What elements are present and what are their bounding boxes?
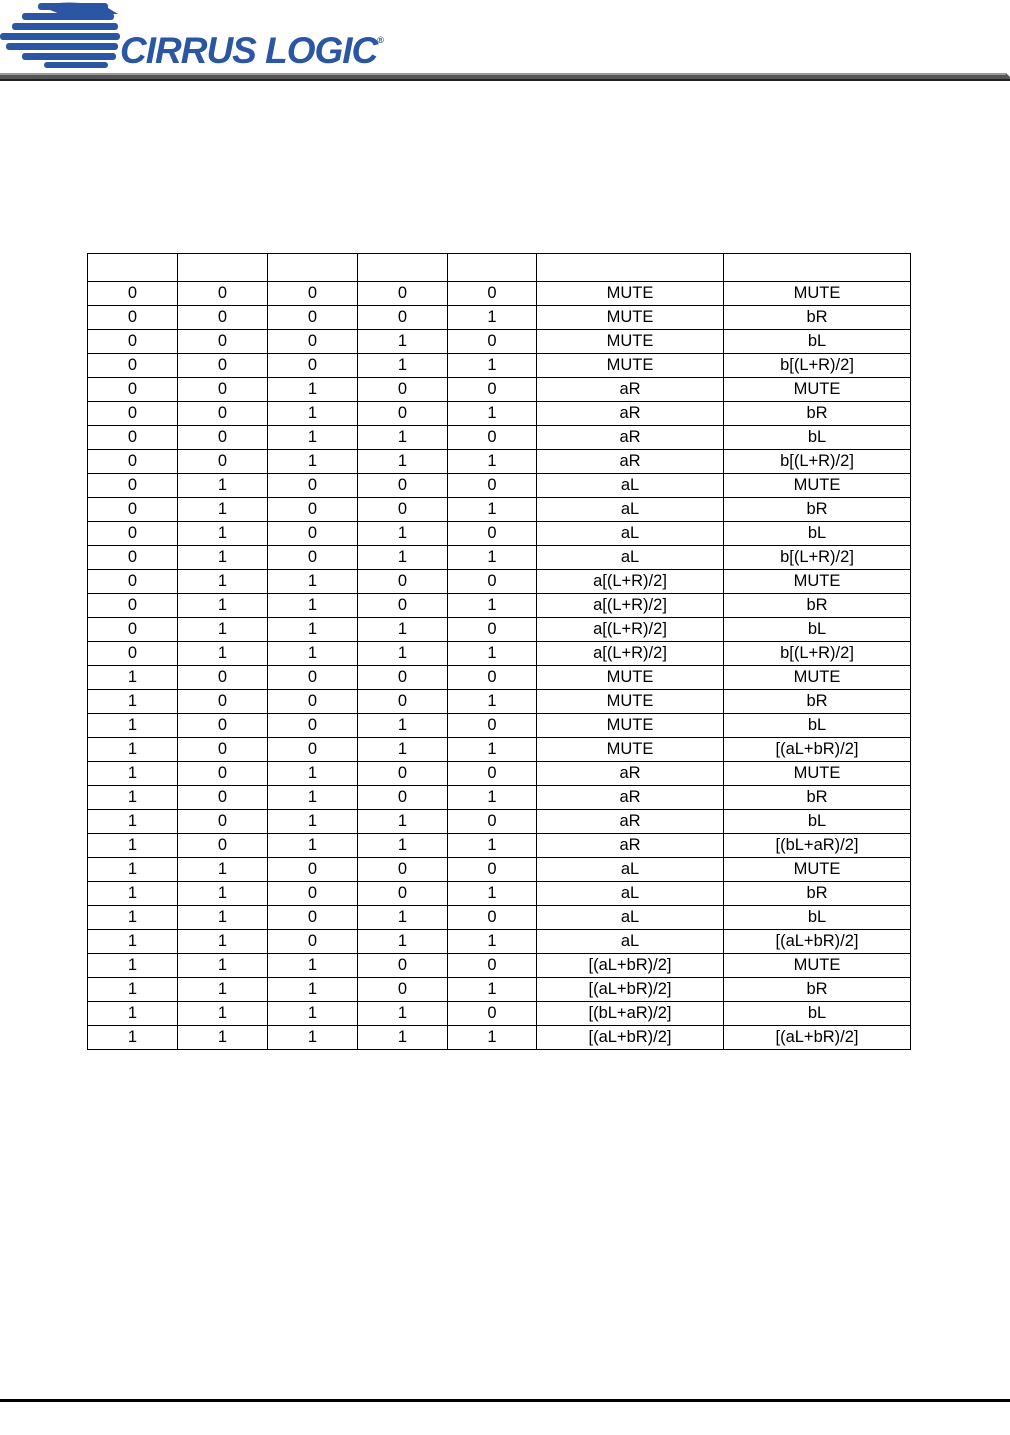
table-cell: 1 [88,690,178,714]
table-cell: 0 [88,306,178,330]
table-cell: MUTE [724,474,911,498]
table-cell: 0 [178,714,268,738]
table-cell: 1 [178,498,268,522]
table-row [88,834,911,858]
table-cell: 1 [178,906,268,930]
header-cell [724,254,911,282]
table-cell: bL [724,810,911,834]
header-cell [448,254,537,282]
table-cell: 0 [178,402,268,426]
table-row [88,546,911,570]
table-cell: b[(L+R)/2] [724,450,911,474]
header-cell [358,254,448,282]
table-cell: 1 [268,450,358,474]
brand-name [120,32,383,69]
table-row [88,1002,911,1026]
table-cell: 0 [448,906,537,930]
table-cell: 0 [268,354,358,378]
table-cell: b[(L+R)/2] [724,354,911,378]
table-cell: MUTE [537,690,724,714]
table-cell: aR [537,378,724,402]
table-cell: 1 [268,1002,358,1026]
table-cell: a[(L+R)/2] [537,570,724,594]
brand-wordmark: CIRRUS LOGIC [120,30,378,71]
table-cell: bR [724,882,911,906]
table-cell: 0 [358,666,448,690]
table-cell: 1 [268,378,358,402]
table-cell: 1 [358,810,448,834]
table-cell: 1 [178,1002,268,1026]
table-cell: 0 [448,426,537,450]
table-row [88,954,911,978]
table-cell: 1 [358,642,448,666]
table-row [88,882,911,906]
table-cell: [(aL+bR)/2] [724,738,911,762]
table-cell: 1 [448,930,537,954]
table-cell: 0 [178,378,268,402]
table-cell: 0 [358,402,448,426]
table-row [88,762,911,786]
table-cell: 0 [268,666,358,690]
table-cell: 0 [358,282,448,306]
table-cell: 0 [268,306,358,330]
header-cell [268,254,358,282]
table-cell: 1 [358,426,448,450]
table-row [88,354,911,378]
table-cell: MUTE [724,378,911,402]
table-cell: 0 [358,306,448,330]
table-cell: 0 [178,426,268,450]
table-cell: 0 [358,570,448,594]
header-cell [537,254,724,282]
table-row [88,714,911,738]
table-cell: 0 [88,330,178,354]
table-cell: MUTE [724,282,911,306]
table-cell: 1 [268,1026,358,1050]
table-cell: 0 [88,498,178,522]
table-row [88,738,911,762]
table-cell: 0 [358,882,448,906]
header-cell [88,254,178,282]
table-cell: 1 [358,906,448,930]
table-cell: 1 [178,594,268,618]
table-cell: 1 [448,306,537,330]
table-cell: 0 [88,618,178,642]
table-cell: 1 [448,834,537,858]
table-cell: 0 [268,714,358,738]
table-cell: 1 [178,642,268,666]
table-cell: 1 [88,738,178,762]
table-cell: [(aL+bR)/2] [724,930,911,954]
table-cell: bR [724,594,911,618]
table-cell: 0 [178,306,268,330]
table-header-row [88,254,911,282]
table-row [88,282,911,306]
table-cell: 1 [88,882,178,906]
table-cell: 0 [448,954,537,978]
table-cell: 0 [448,378,537,402]
table-cell: 0 [448,858,537,882]
table-cell: bR [724,690,911,714]
table-cell: 1 [358,450,448,474]
table-cell: a[(L+R)/2] [537,642,724,666]
table-cell: 0 [88,426,178,450]
table-row [88,906,911,930]
table-cell: 1 [88,906,178,930]
table-cell: 1 [448,882,537,906]
table-cell: 1 [88,786,178,810]
table-cell: 1 [268,786,358,810]
table-cell: 1 [88,930,178,954]
table-cell: MUTE [537,330,724,354]
table-cell: 1 [358,930,448,954]
table-cell: 1 [448,498,537,522]
logo-globe-icon [0,0,125,70]
table-cell: 1 [358,546,448,570]
table-cell: 1 [358,1026,448,1050]
table-cell: bL [724,714,911,738]
table-cell: 0 [358,690,448,714]
table-cell: 1 [178,954,268,978]
table-cell: 0 [178,690,268,714]
table-cell: MUTE [724,858,911,882]
table-cell: 1 [358,714,448,738]
table-cell: 0 [88,354,178,378]
table-cell: aR [537,786,724,810]
table-cell: 0 [178,762,268,786]
table-cell: 1 [268,570,358,594]
table-row [88,642,911,666]
table-cell: 1 [268,642,358,666]
table-cell: 1 [358,522,448,546]
table-cell: 0 [88,570,178,594]
table-cell: aL [537,930,724,954]
table-cell: 1 [268,978,358,1002]
table-row [88,330,911,354]
table-row [88,930,911,954]
table-cell: 1 [88,666,178,690]
table-cell: 0 [448,618,537,642]
table-cell: aR [537,762,724,786]
table-row [88,1026,911,1050]
table-cell: 1 [178,882,268,906]
table-cell: 0 [178,810,268,834]
table-row [88,474,911,498]
table-cell: MUTE [537,714,724,738]
table-cell: 1 [268,954,358,978]
cirrus-logic-logo [0,0,400,70]
table-cell: aL [537,498,724,522]
table-cell: 0 [268,858,358,882]
table-cell: 0 [88,402,178,426]
table-cell: 1 [358,618,448,642]
table-cell: [(aL+bR)/2] [537,978,724,1002]
table-cell: bR [724,498,911,522]
table-cell: 0 [448,762,537,786]
table-cell: 1 [178,570,268,594]
table-row [88,978,911,1002]
table-cell: 1 [268,426,358,450]
table-cell: 0 [358,498,448,522]
table-cell: 0 [88,594,178,618]
table-cell: 1 [88,858,178,882]
table-cell: 0 [358,762,448,786]
table-cell: MUTE [724,570,911,594]
table-cell: 1 [448,690,537,714]
table-cell: 0 [88,474,178,498]
table-cell: 1 [358,354,448,378]
table-cell: 1 [358,738,448,762]
table-cell: 0 [358,786,448,810]
table-row [88,306,911,330]
table-cell: 1 [448,402,537,426]
table-row [88,522,911,546]
table-cell: b[(L+R)/2] [724,642,911,666]
table-cell: a[(L+R)/2] [537,618,724,642]
table-cell: 1 [448,738,537,762]
table-cell: 1 [88,954,178,978]
table-cell: 1 [448,450,537,474]
table-cell: 1 [268,402,358,426]
table-cell: 0 [178,786,268,810]
table-row [88,594,911,618]
table-cell: 0 [88,282,178,306]
table-cell: 0 [448,474,537,498]
table-cell: 1 [88,714,178,738]
table-cell: MUTE [537,306,724,330]
table-cell: 0 [358,954,448,978]
table-cell: 0 [268,906,358,930]
table-cell: 0 [178,738,268,762]
table-cell: 0 [178,666,268,690]
table-cell: 0 [178,354,268,378]
table-cell: 0 [268,330,358,354]
table-cell: aR [537,810,724,834]
table-cell: 1 [448,594,537,618]
table-row [88,618,911,642]
table-cell: aL [537,858,724,882]
table-cell: 0 [268,690,358,714]
table-cell: 0 [448,330,537,354]
table-cell: 0 [448,522,537,546]
table-cell: MUTE [724,762,911,786]
table-cell: bR [724,978,911,1002]
table-row [88,810,911,834]
table-cell: aL [537,522,724,546]
table-row [88,450,911,474]
table-cell: 0 [358,858,448,882]
table-cell: 1 [268,762,358,786]
table-cell: 1 [178,522,268,546]
table-cell: aR [537,426,724,450]
table-cell: 1 [358,834,448,858]
header-rule [0,73,1010,81]
table-cell: 1 [358,1002,448,1026]
channel-mapping-table [87,253,911,1050]
table-cell: 0 [448,714,537,738]
table-cell: [(aL+bR)/2] [537,1026,724,1050]
table-cell: 1 [88,834,178,858]
table-cell: bL [724,618,911,642]
table-cell: 1 [178,1026,268,1050]
table-cell: bL [724,1002,911,1026]
table-cell: bL [724,330,911,354]
table-cell: 0 [268,522,358,546]
table-cell: 0 [178,282,268,306]
table-cell: 1 [178,546,268,570]
table-cell: 0 [448,810,537,834]
header-cell [178,254,268,282]
table-cell: 1 [448,642,537,666]
table-cell: 1 [88,762,178,786]
table-cell: 1 [178,474,268,498]
table-cell: 1 [178,618,268,642]
table-cell: aL [537,546,724,570]
table-cell: aR [537,834,724,858]
table-cell: 0 [178,834,268,858]
table-cell: [(aL+bR)/2] [537,954,724,978]
table-cell: 1 [268,594,358,618]
table-cell: 1 [448,978,537,1002]
footer-rule [0,1399,1010,1402]
table-cell: 0 [88,642,178,666]
table-cell: 0 [358,978,448,1002]
table-cell: 1 [88,1026,178,1050]
table-cell: aR [537,402,724,426]
table-cell: aL [537,906,724,930]
table-cell: 1 [268,810,358,834]
table-cell: b[(L+R)/2] [724,546,911,570]
table-cell: 1 [178,858,268,882]
table-cell: 0 [88,546,178,570]
table-cell: 1 [358,330,448,354]
table-row [88,402,911,426]
table-cell: 1 [88,810,178,834]
table-cell: 1 [178,978,268,1002]
table-cell: 0 [88,450,178,474]
table-cell: 1 [448,786,537,810]
table-cell: 0 [178,330,268,354]
table-cell: 1 [448,546,537,570]
table-row [88,858,911,882]
table-cell: 0 [178,450,268,474]
table-cell: 1 [448,354,537,378]
table-cell: bR [724,786,911,810]
table-cell: 1 [178,930,268,954]
table-cell: a[(L+R)/2] [537,594,724,618]
table-cell: [(bL+aR)/2] [724,834,911,858]
table-cell: MUTE [537,738,724,762]
table-cell: 1 [268,618,358,642]
table-cell: aL [537,882,724,906]
table-cell: 1 [88,978,178,1002]
table-cell: 1 [88,1002,178,1026]
table-cell: 0 [358,594,448,618]
table-cell: 0 [448,666,537,690]
table-row [88,426,911,450]
table-cell: MUTE [537,354,724,378]
table-cell: aL [537,474,724,498]
table-row [88,666,911,690]
table-cell: 0 [88,522,178,546]
table-cell: 0 [88,378,178,402]
registered-mark: ® [377,35,383,45]
table-row [88,690,911,714]
table-cell: 0 [268,546,358,570]
table-cell: 0 [448,282,537,306]
table-row [88,378,911,402]
table-cell: 1 [448,1026,537,1050]
table-cell: bR [724,402,911,426]
table-cell: 0 [448,570,537,594]
table-cell: bL [724,906,911,930]
table-cell: bR [724,306,911,330]
table-cell: 0 [268,498,358,522]
table-cell: MUTE [537,666,724,690]
table-cell: aR [537,450,724,474]
table-cell: 0 [358,474,448,498]
table-cell: MUTE [537,282,724,306]
table-cell: 0 [268,738,358,762]
table-cell: MUTE [724,666,911,690]
table-cell: 0 [358,378,448,402]
table-cell: 1 [268,834,358,858]
table-cell: bL [724,426,911,450]
table-cell: 0 [268,882,358,906]
table-row [88,498,911,522]
table-row [88,570,911,594]
table-cell: 0 [268,930,358,954]
table-cell: [(aL+bR)/2] [724,1026,911,1050]
table-cell: MUTE [724,954,911,978]
table-cell: 0 [268,282,358,306]
table-cell: 0 [268,474,358,498]
table-cell: [(bL+aR)/2] [537,1002,724,1026]
table-cell: 0 [448,1002,537,1026]
table-row [88,786,911,810]
table-cell: bL [724,522,911,546]
